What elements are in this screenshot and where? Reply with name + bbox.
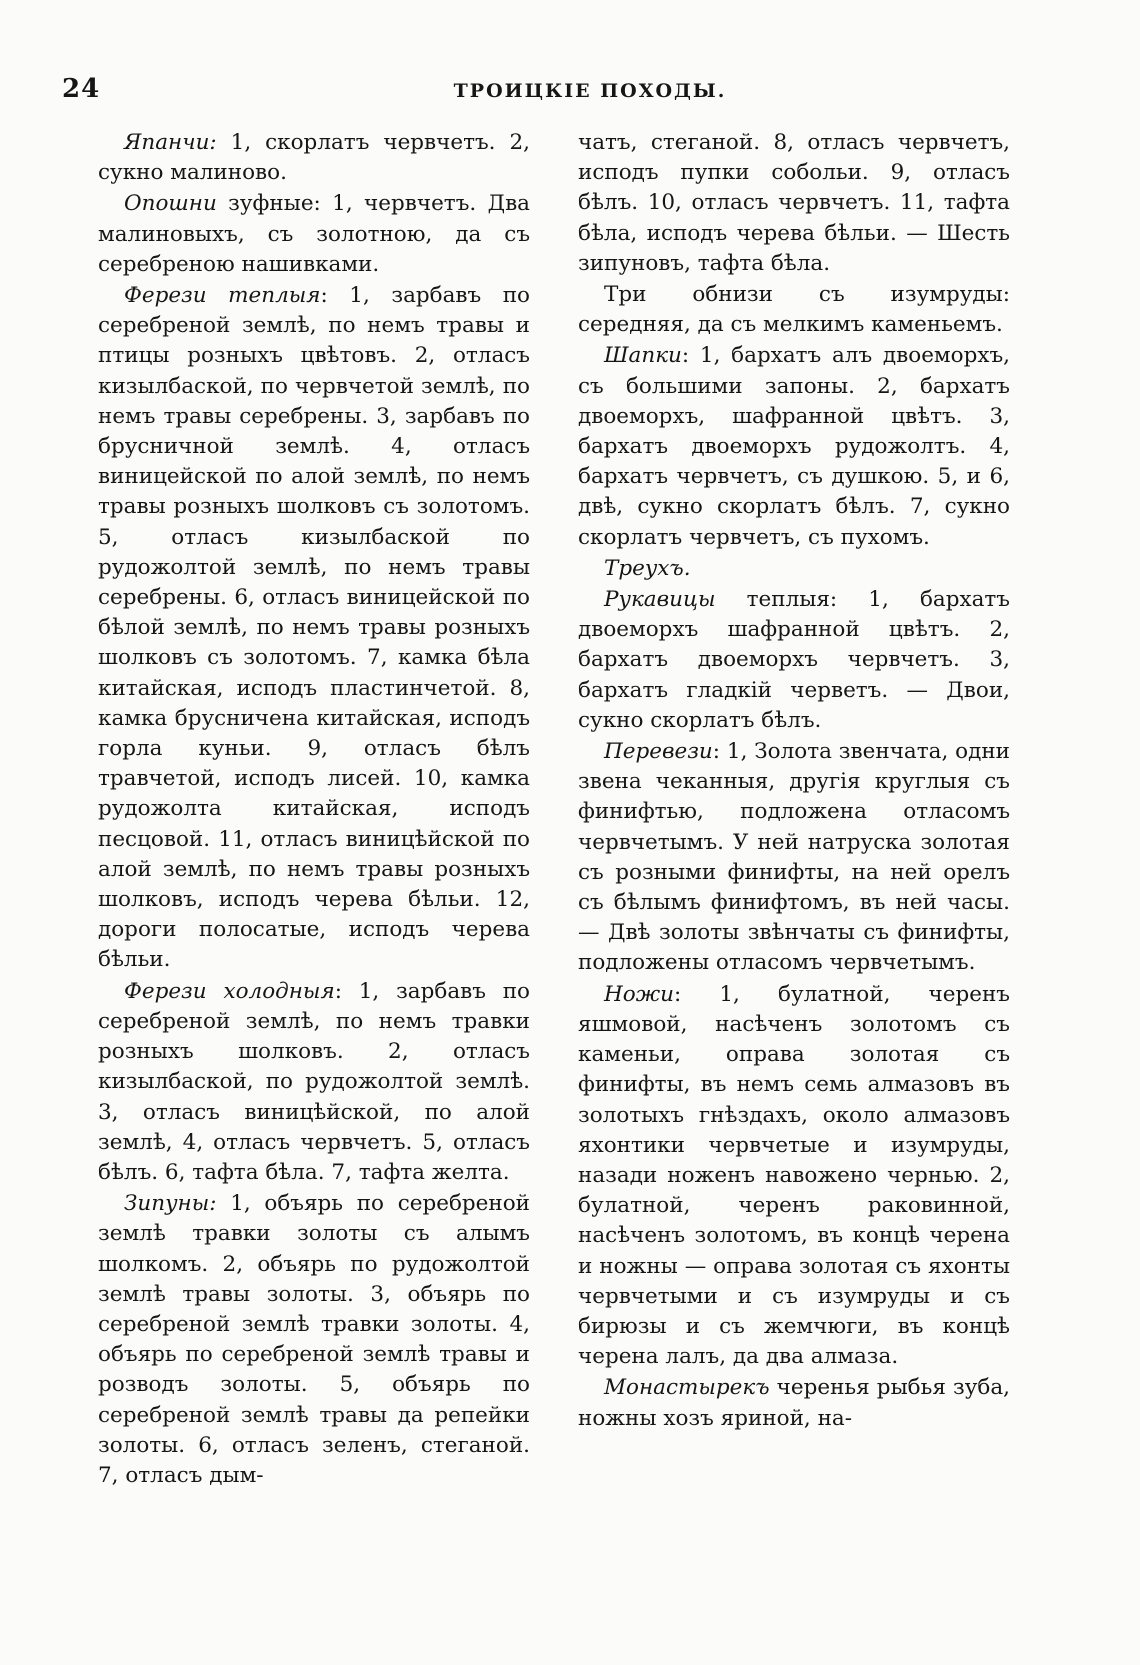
entry-text: : 1, зарбавъ по серебреной землѣ, по немъ травки розныхъ шолковъ. 2, отласъ кизылбаской, по рудожолтой землѣ. 3, отласъ виницѣйской, по алой землѣ, 4, отласъ червчетъ. 5, отласъ бѣлъ. 6, тафта бѣла. 7, тафта желта.	[98, 978, 531, 1185]
entry-monastyrek	[578, 1373, 1010, 1433]
entry-ferezi-cold	[98, 977, 530, 1188]
entry-perevezi	[578, 737, 1010, 979]
entry-text: : 1, Золота звенчата, одни звена чеканныя, другія круглыя съ финифтью, подложена отласомъ червчетымъ. У ней натруска золотая съ розными финифты, на ней орелъ съ бѣлымъ финифтомъ, въ ней часы. — Двѣ золоты звѣнчаты съ финифты, подложены отласомъ червчетымъ.	[578, 739, 1010, 976]
entry-text: 1, скорлатъ червчетъ. 2, сукно малиново.	[98, 130, 530, 186]
entry-shapki	[578, 341, 1010, 552]
entry-treukh	[578, 554, 1010, 584]
entry-rukavitsy	[578, 585, 1010, 736]
entry-term: Зипуны:	[124, 1191, 217, 1217]
entry-text: черенья рыбья зуба, ножны хозъ яриной, на-	[578, 1375, 1010, 1431]
entry-zipuny	[98, 1189, 530, 1491]
entry-text: чатъ, стеганой. 8, отласъ червчетъ, исподъ пупки собольи. 9, отласъ бѣлъ. 10, отласъ червчетъ. 11, тафта бѣла, исподъ черева бѣльи. — Шесть зипуновъ, тафта бѣла.	[578, 130, 1010, 276]
entry-text: : 1, бархатъ алъ двоеморхъ, съ большими запоны. 2, бархатъ двоеморхъ, шафранной цвѣтъ. 3, бархатъ двоеморхъ рудожолтъ. 4, бархатъ червчетъ, съ душкою. 5, и 6, двѣ, сукно скорлатъ бѣлъ. 7, сукно скорлатъ червчетъ, съ пухомъ.	[578, 343, 1010, 550]
right-column	[578, 128, 1010, 1435]
entry-term: Треухъ.	[604, 555, 691, 581]
entry-term: Ножи	[604, 981, 674, 1007]
left-column	[98, 128, 530, 1492]
running-title: ТРОИЦКІЕ ПОХОДЫ.	[453, 80, 727, 102]
entry-text: Три обнизи съ изумруды: середняя, да съ мелкимъ каменьемъ.	[578, 282, 1010, 338]
entry-text: 1, объярь по серебреной землѣ травки золоты съ алымъ шолкомъ. 2, объярь по рудожолтой землѣ травы золоты. 3, объярь по серебреной землѣ травки золоты. 4, объярь по серебреной землѣ травы и розводъ золоты. 5, объярь по серебреной землѣ травы да репейки золоты. 6, отласъ зеленъ, стеганой. 7, отласъ дым-	[98, 1191, 530, 1488]
entry-term: Рукавицы	[604, 587, 716, 613]
entry-zipuny-continued	[578, 128, 1010, 279]
entry-term: Шапки	[604, 343, 682, 369]
entry-text: зуфные: 1, червчетъ. Два малиновыхъ, съ золотною, да съ серебреною нашивками.	[98, 191, 530, 277]
entry-term: Ферези холодныя	[124, 978, 335, 1004]
entry-term: Ферези теплыя	[124, 283, 321, 309]
entry-ferezi-warm	[98, 281, 530, 976]
entry-term: Монастырекъ	[604, 1375, 770, 1401]
page-number: 24	[62, 74, 101, 104]
entry-opashni	[98, 189, 530, 280]
entry-obnizi	[578, 280, 1010, 340]
entry-text: : 1, зарбавъ по серебреной землѣ, по немъ травы и птицы розныхъ цвѣтовъ. 2, отласъ кизылбаской, по червчетой землѣ, по немъ травы серебрены. 3, зарбавъ по брусничной землѣ. 4, отласъ виницейской по алой землѣ, по немъ травы розныхъ шолковъ съ золотомъ. 5, отласъ кизылбаской по рудожолтой землѣ, по немъ травы серебрены. 6, отласъ виницейской по бѣлой землѣ, по немъ травы розныхъ шолковъ съ золотомъ. 7, камка бѣла китайская, исподъ пластинчетой. 8, камка брусничена китайская, исподъ горла куньи. 9, отласъ бѣлъ травчетой, исподъ лисей. 10, камка рудожолта китайская, исподъ песцовой. 11, отласъ виницѣйской по алой землѣ, по немъ травы розныхъ шолковъ, исподъ черева бѣльи. 12, дороги полосатые, исподъ черева бѣльи.	[98, 283, 530, 973]
entry-nozhi	[578, 980, 1010, 1373]
entry-term: Япанчи:	[124, 130, 217, 155]
entry-text: : 1, булатной, черенъ яшмовой, насѣченъ золотомъ съ каменьи, оправа золотая съ финифты, въ немъ семь алмазовъ въ золотыхъ гнѣздахъ, около алмазовъ яхонтики червчетые и изумруды, назади ноженъ навожено чернью. 2, булатной, черенъ раковинной, насѣченъ золотомъ, въ концѣ черена и ножны — оправа золотая съ яхонты червчетыми и съ изумруды и съ бирюзы и съ жемчюги, въ концѣ черена лалъ, да два алмаза.	[578, 981, 1010, 1370]
entry-yapanchi	[98, 128, 530, 188]
entry-text: теплыя: 1, бархатъ двоеморхъ шафранной цвѣтъ. 2, бархатъ двоеморхъ червчетъ. 3, бархатъ гладкій черветъ. — Двои, сукно скорлатъ бѣлъ.	[578, 587, 1010, 733]
entry-term: Опошни	[124, 191, 217, 217]
entry-term: Перевези	[604, 739, 713, 765]
